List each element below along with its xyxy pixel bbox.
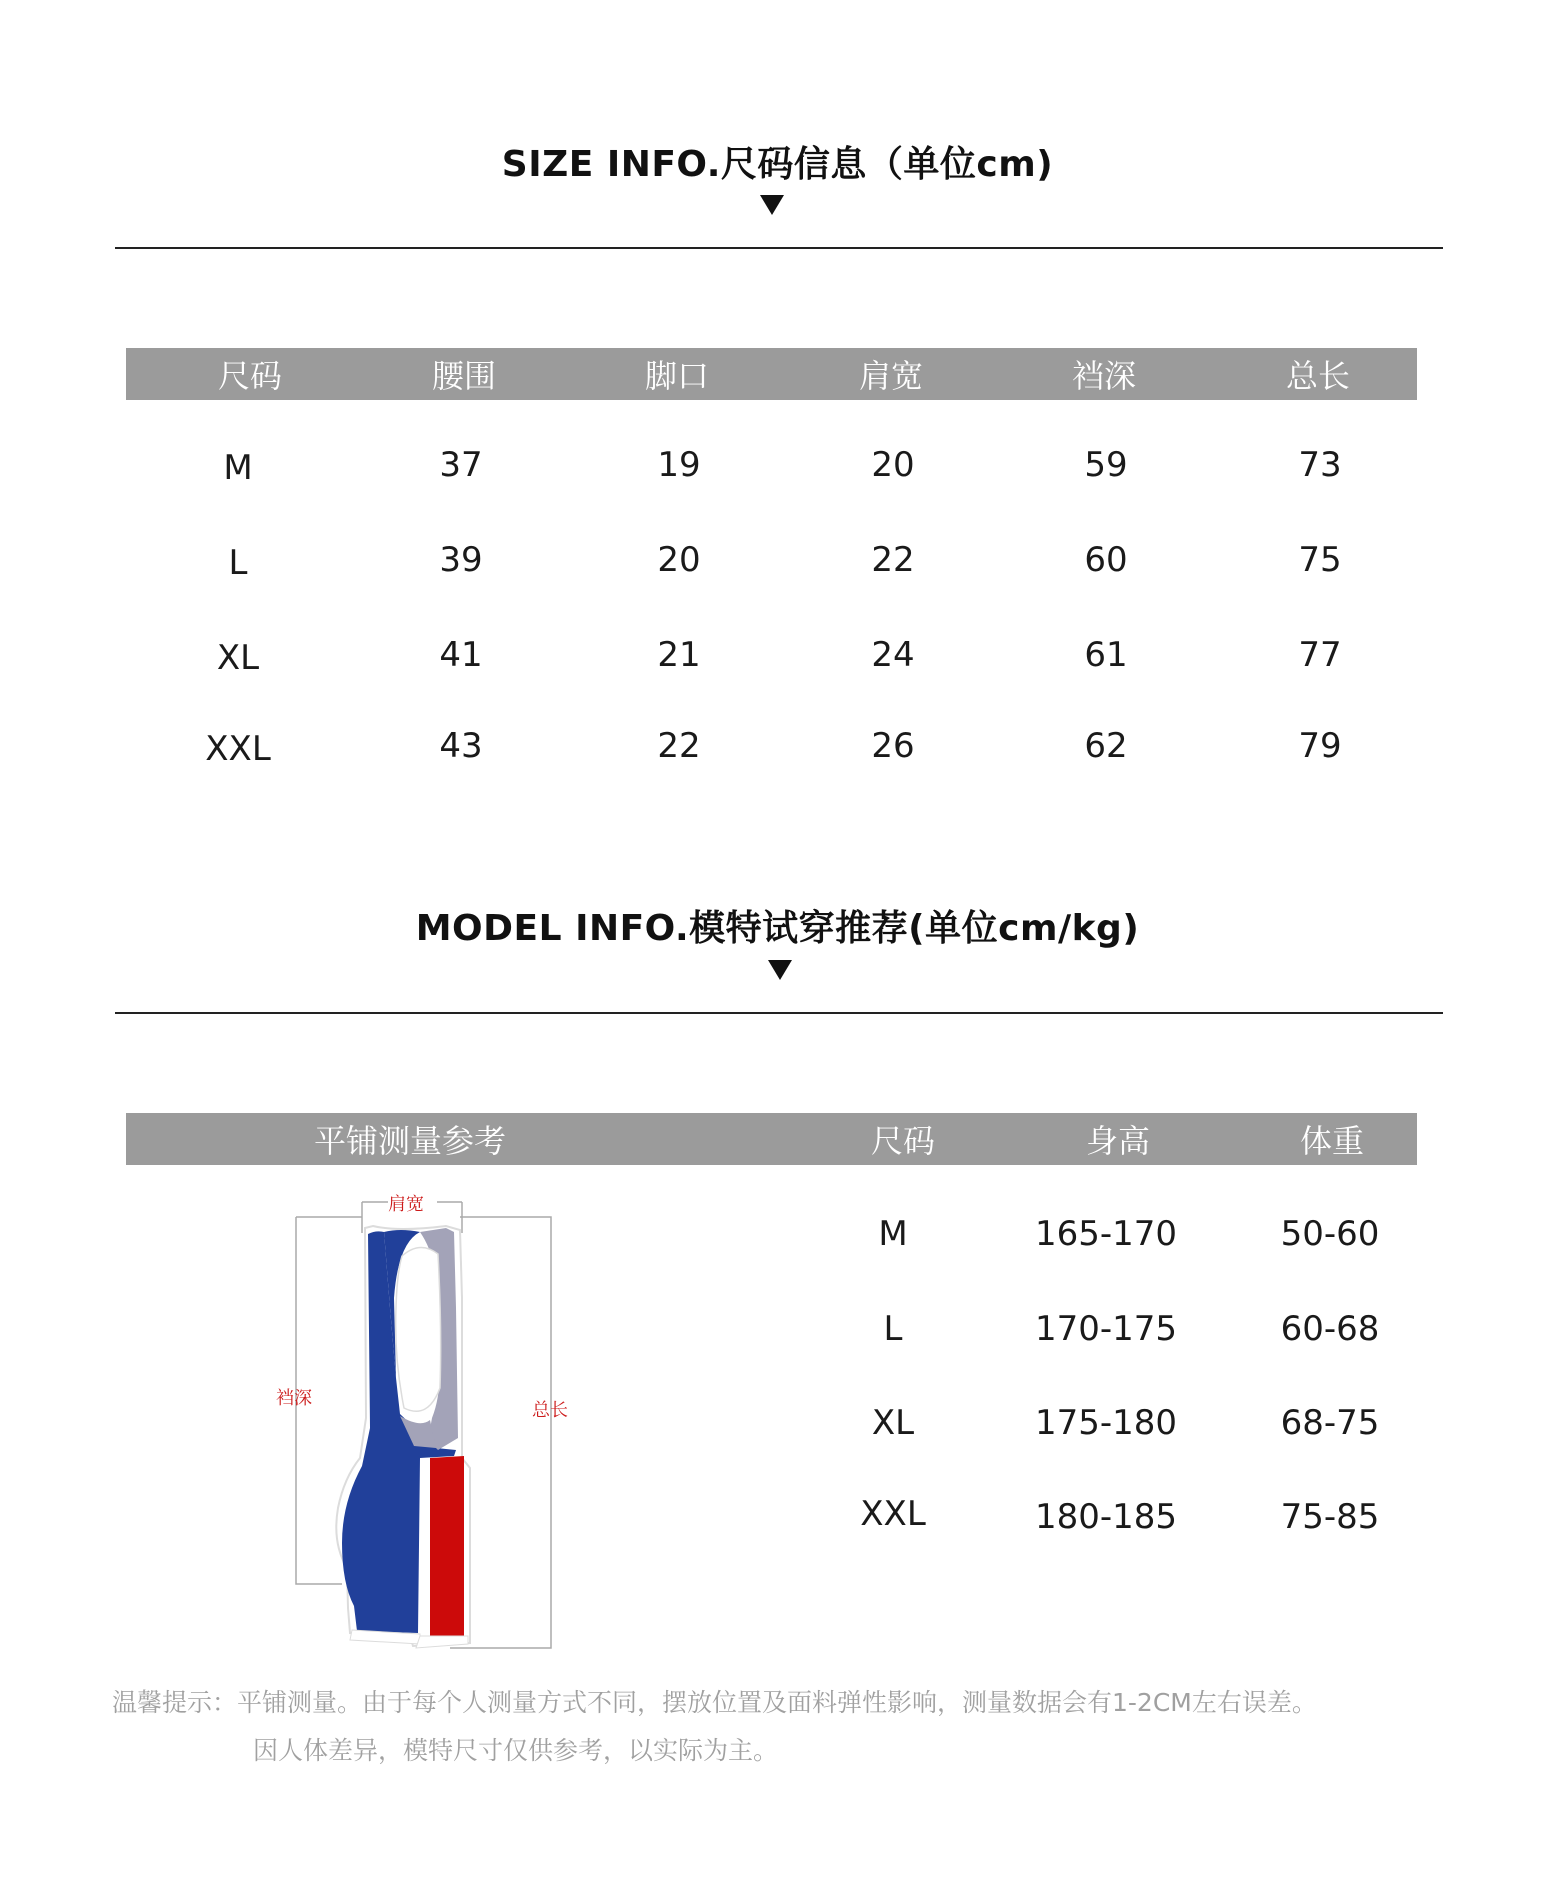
table-cell: 26 xyxy=(871,726,915,766)
table-cell: 170-175 xyxy=(1034,1309,1178,1349)
size-col-header: 总长 xyxy=(1285,357,1351,395)
size-table-header xyxy=(126,348,1417,400)
table-cell: 20 xyxy=(657,540,701,580)
table-cell: 175-180 xyxy=(1034,1403,1178,1443)
table-cell: 39 xyxy=(439,540,483,580)
table-cell: 20 xyxy=(871,445,915,485)
table-cell: XXL xyxy=(205,729,271,769)
table-cell: 24 xyxy=(871,635,915,675)
size-info-arrow-icon xyxy=(760,195,784,215)
model-info-divider xyxy=(115,1012,1443,1014)
table-cell: 41 xyxy=(439,635,483,675)
size-info-title: SIZE INFO.尺码信息（单位cm) xyxy=(501,144,1054,185)
table-cell: 68-75 xyxy=(1280,1403,1380,1443)
model-info-arrow-icon xyxy=(768,960,792,980)
table-cell: 180-185 xyxy=(1034,1497,1178,1537)
table-cell: XXL xyxy=(860,1494,926,1534)
size-col-header: 裆深 xyxy=(1071,357,1137,395)
size-note-line2: 因人体差异，模特尺寸仅供参考，以实际为主。 xyxy=(253,1736,779,1765)
table-cell: 19 xyxy=(657,445,701,485)
table-cell: 50-60 xyxy=(1280,1214,1380,1254)
size-col-header: 尺码 xyxy=(217,357,283,395)
table-cell: M xyxy=(878,1214,908,1254)
size-note-line1: 温馨提示：平铺测量。由于每个人测量方式不同，摆放位置及面料弹性影响，测量数据会有1-2CM左右误差。 xyxy=(112,1688,1317,1717)
model-col-header: 体重 xyxy=(1299,1122,1365,1160)
bib-shorts-diagram xyxy=(270,1188,580,1658)
table-cell: 77 xyxy=(1298,635,1342,675)
table-cell: 22 xyxy=(657,726,701,766)
model-col-header: 身高 xyxy=(1085,1122,1151,1160)
diagram-label-shoulder: 肩宽 xyxy=(388,1194,424,1215)
table-cell: 21 xyxy=(657,635,701,675)
table-cell: 73 xyxy=(1298,445,1342,485)
table-cell: L xyxy=(883,1309,903,1349)
table-cell: 22 xyxy=(871,540,915,580)
table-cell: 43 xyxy=(439,726,483,766)
size-col-header: 脚口 xyxy=(644,357,710,395)
model-table-header xyxy=(126,1113,1417,1165)
table-cell: 61 xyxy=(1084,635,1128,675)
table-cell: 75-85 xyxy=(1280,1497,1380,1537)
size-info-divider xyxy=(115,247,1443,249)
table-cell: 75 xyxy=(1298,540,1342,580)
table-cell: 60-68 xyxy=(1280,1309,1380,1349)
table-cell: 79 xyxy=(1298,726,1342,766)
table-cell: XL xyxy=(871,1403,915,1443)
table-cell: 37 xyxy=(439,445,483,485)
table-cell: XL xyxy=(216,638,260,678)
model-col-header: 尺码 xyxy=(870,1122,936,1160)
diagram-header: 平铺测量参考 xyxy=(313,1122,507,1160)
table-cell: 62 xyxy=(1084,726,1128,766)
diagram-label-length: 总长 xyxy=(532,1400,568,1421)
size-col-header: 肩宽 xyxy=(858,357,924,395)
bib-shorts-illustration xyxy=(270,1188,580,1658)
table-cell: M xyxy=(223,448,253,488)
size-col-header: 腰围 xyxy=(431,357,497,395)
table-cell: L xyxy=(228,543,248,583)
table-cell: 165-170 xyxy=(1034,1214,1178,1254)
model-info-title: MODEL INFO.模特试穿推荐(单位cm/kg) xyxy=(415,908,1140,949)
diagram-label-crotch: 裆深 xyxy=(276,1388,312,1409)
table-cell: 59 xyxy=(1084,445,1128,485)
table-cell: 60 xyxy=(1084,540,1128,580)
